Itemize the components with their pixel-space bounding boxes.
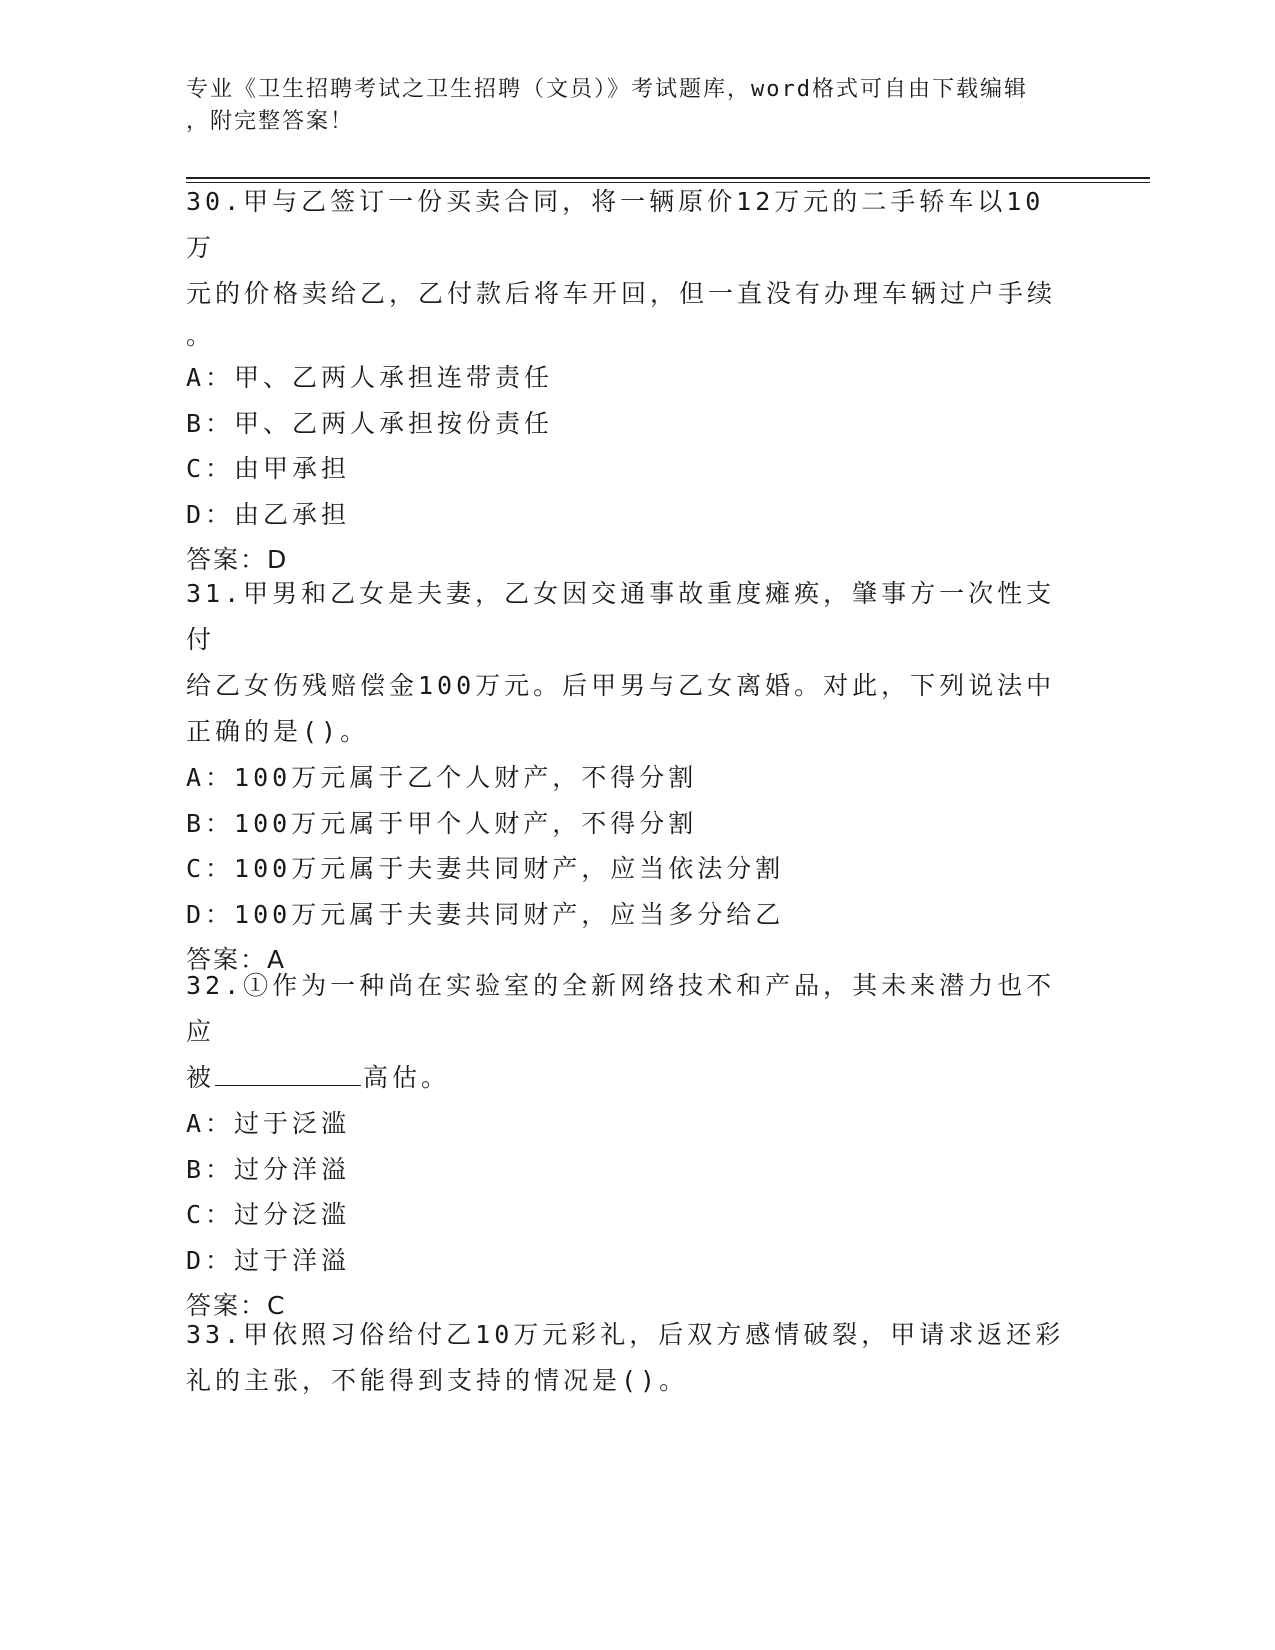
option-b: B：100万元属于甲个人财产，不得分割 [186,808,698,838]
question-31 [186,571,1066,982]
document-header [186,74,1086,138]
question-32 [186,963,1066,1328]
option-c: C：过分泛滥 [186,1200,351,1229]
stem-text-after-blank: 高估。 [363,1063,451,1092]
question-stem-line: 元的价格卖给乙，乙付款后将车开回，但一直没有办理车辆过户手续 [186,279,1057,308]
option-a: A：100万元属于乙个人财产，不得分割 [186,763,698,792]
question-stem-line: 31.甲男和乙女是夫妻，乙女因交通事故重度瘫痪，肇事方一次性支付 [186,579,1056,654]
question-stem-line: 33.甲依照习俗给付乙10万元彩礼，后双方感情破裂，甲请求返还彩 [186,1320,1065,1349]
question-stem-line: 给乙女伤残赔偿金100万元。后甲男与乙女离婚。对此，下列说法中 [186,671,1056,700]
answer-label: 答案：C [186,1291,287,1320]
option-b: B：过分洋溢 [186,1154,351,1184]
option-c: C：100万元属于夫妻共同财产，应当依法分割 [186,854,785,883]
question-30 [186,179,1066,582]
header-line-2: ，附完整答案！ [186,109,355,134]
question-stem-line: 30.甲与乙签订一份买卖合同，将一辆原价12万元的二手轿车以10万 [186,187,1045,262]
option-d: D：过于洋溢 [186,1245,351,1275]
question-stem-line: 32.①作为一种尚在实验室的全新网络技术和产品，其未来潜力也不应 [186,971,1056,1046]
question-33 [186,1312,1066,1404]
option-a: A：过于泛滥 [186,1109,351,1138]
option-d: D：由乙承担 [186,499,351,529]
question-stem-blank-line [186,1055,1066,1101]
stem-text-before-blank: 被 [186,1063,216,1092]
question-stem-line: 正确的是()。 [186,717,370,746]
option-b: B：甲、乙两人承担按份责任 [186,408,554,438]
fill-in-blank [215,1063,361,1086]
question-stem-line: 礼的主张，不能得到支持的情况是()。 [186,1366,689,1395]
option-d: D：100万元属于夫妻共同财产，应当多分给乙 [186,899,785,929]
option-c: C：由甲承担 [186,454,351,483]
question-stem-line: 。 [186,321,216,350]
header-line-1: 专业《卫生招聘考试之卫生招聘（文员）》考试题库，word格式可自由下载编辑 [186,77,1028,102]
answer-label: 答案：D [186,545,289,574]
answer-label: 答案：A [186,945,287,974]
option-a: A：甲、乙两人承担连带责任 [186,363,554,392]
